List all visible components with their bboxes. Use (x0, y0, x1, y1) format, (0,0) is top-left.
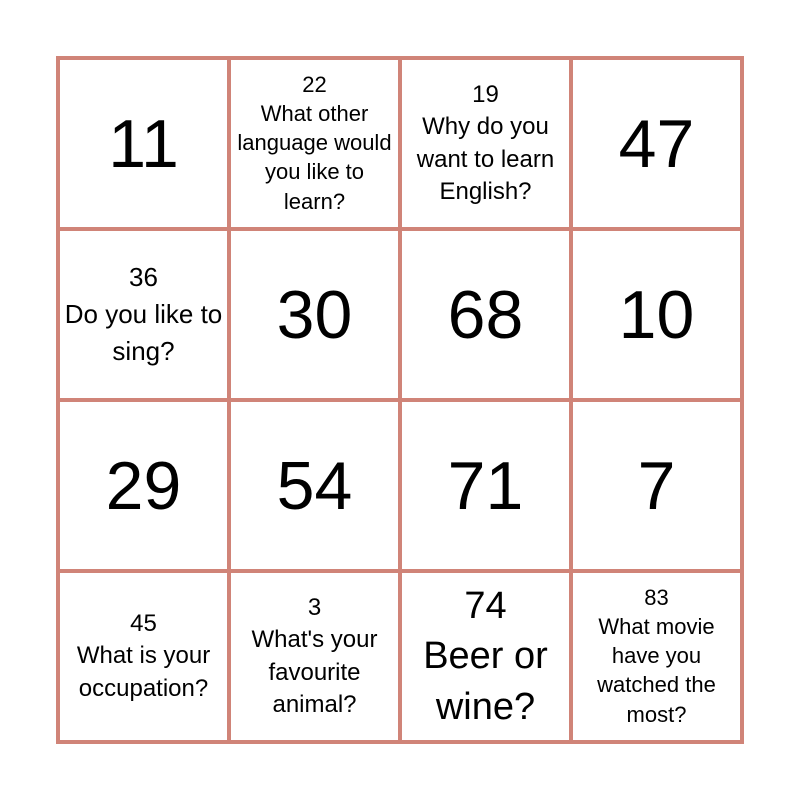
bingo-cell[interactable] (400, 229, 571, 400)
bingo-cell[interactable] (400, 400, 571, 571)
bingo-cell[interactable] (400, 571, 571, 742)
cell-number: 68 (447, 276, 524, 353)
cell-question: What is your occupation? (76, 642, 211, 702)
cell-number: 7 (637, 447, 676, 524)
bingo-cell[interactable] (400, 58, 571, 229)
cell-question: Why do you want to learn English? (416, 113, 555, 205)
bingo-board (56, 56, 744, 744)
cell-question: Do you like to sing? (64, 299, 223, 366)
cell-question: What other language would you like to learn? (237, 100, 392, 214)
cell-number: 19 (472, 80, 499, 108)
bingo-cell[interactable] (229, 229, 400, 400)
cell-number: 47 (618, 105, 695, 182)
cell-question: What movie have you watched the most? (597, 613, 716, 727)
bingo-cell[interactable] (571, 400, 742, 571)
cell-number: 11 (108, 105, 179, 182)
bingo-cell[interactable] (58, 58, 229, 229)
cell-number: 71 (447, 447, 524, 524)
bingo-cell[interactable] (571, 58, 742, 229)
cell-number: 29 (105, 447, 182, 524)
bingo-cell[interactable] (229, 571, 400, 742)
bingo-cell[interactable] (229, 400, 400, 571)
bingo-cell[interactable] (571, 571, 742, 742)
cell-number: 83 (644, 585, 669, 611)
cell-number: 10 (618, 276, 695, 353)
bingo-cell[interactable] (58, 571, 229, 742)
cell-number: 22 (302, 72, 327, 98)
cell-question: What's your favourite animal? (251, 626, 378, 718)
cell-number: 74 (464, 584, 507, 627)
bingo-cell[interactable] (229, 58, 400, 229)
cell-number: 45 (130, 609, 157, 637)
bingo-cell[interactable] (58, 400, 229, 571)
cell-number: 54 (276, 447, 353, 524)
cell-number: 36 (129, 262, 158, 293)
cell-question: Beer or wine? (423, 635, 548, 728)
cell-number: 3 (307, 593, 322, 621)
bingo-cell[interactable] (571, 229, 742, 400)
bingo-cell[interactable] (58, 229, 229, 400)
cell-number: 30 (276, 276, 353, 353)
